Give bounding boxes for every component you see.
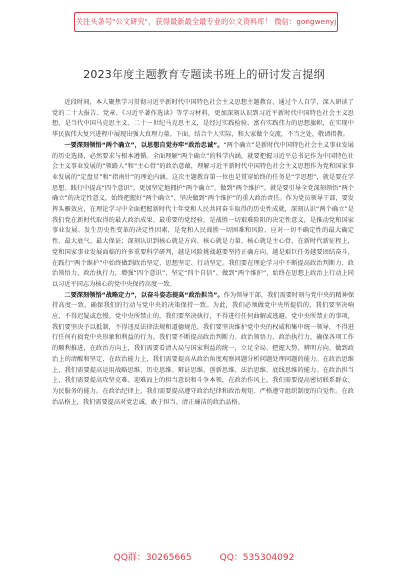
paragraph-text: 近段时间，本人聚焦学习贯彻习近平新时代中国特色社会主义思想主题教育，通过个人自学，深入研读了党的二十大报告、党章、《习近平著作选读》等学习材料，更加深刻认识到习近平新时代中国特色社会主义思想，是当代中国马克思主义、二十一世纪马克思主义，是经过实践检验、富有实践伟力的思想旗帜，在实现中华民族伟大复兴进程中展现出强大真理力量。下面，结合个人实际，和大家做个交流，不当之处，敬请指教。 (52, 99, 354, 139)
footer-qq: QQ：535304092 (219, 553, 295, 563)
page-title: 2023年度主题教育专题读书班上的研讨发言提纲 (83, 68, 325, 81)
footer-contact (0, 550, 408, 563)
paragraph-intro (52, 98, 354, 141)
paragraph-text: “两个确立”是新时代中国特色社会主义事业发展的历史选择，必然要求与根本遵循。全面理解“两个确立”的科学内涵，就要把握习近平总书记作为中国特色社会主义事业发展的“领路人”和“主心骨”的政治意蕴，理解习近平新时代中国特色社会主义思想作为党和国家事业发展的“定盘星”和“指南针”的理论内涵。这次主题教育第一位也是贯穿始终的任务是“学思想”，就是要在学思想、践行中提高“四个意识”，更加坚定地拥护“两个确立”、做到“两个维护”。就是要引导全党深刻领悟“两个确立”的决定性意义，始终把握好“两个确立”、坚决做到“两个维护”的重大政治责任。作为党员领导干部，要发挥头雁效应，在理论学习中全面把握新时代十年党和人民共同奋斗取得的历史性成就，深刻认识“两个确立”是我们党在新时代取得的最大政治成果、最重要的党经验，是战胜一切艰难险阻的决定性意义，是推动党和国家事业发展、发生历史性变革的决定性因素，是党和人民战胜一切困难和风险、应对一切不确定性的最大确定性、最大底气、最大保证；深刻认识到核心就是方向、核心就是力量、核心就是主心骨，在新时代新征程上，党和国家事业发展面临的许多重要科学研判，越是风险挑战越要坚持正确方向、越是艰巨任务越要团结奋斗，在践行“两个维护”中始终做到政治坚定、思想坚定、行动坚定。我们要在理论学习中不断提高政治判断力、政治领悟力、政治执行力，增强“四个意识”、坚定“四个自信”、做到“两个维护”，始终在思想上政治上行动上同以习近平同志为核心的党中央保持高度一致。 (52, 141, 354, 288)
footer-qq-group: QQ群：30265665 (113, 553, 192, 563)
document-body (52, 98, 354, 408)
paragraph-text: 作为领导干部，我们需要时刻与党中央的精神保持高度一致，确保我们的行动与党中央的决策保持一致。为此，我们必须做党中央所提倡的，我们要坚决响应，不得迟疑或怠慢。党中央所禁止的，我们要坚决执行，不得进行任何曲解或逃避。党中央所禁止的事项，我们要坚决予以抵制，不得违反法律法规和道德规范。我们要坚决维护党中央的权威和集中统一领导，不得进行任何有损党中央形象和利益的行为。我们要不断提高政治判断力、政治领悟力、政治执行力，确保各项工作的顺利推进，在政治方向上，我们需要看清大局与国家利益的统一，立足全局、把握大势、辨明方向、做到政治上的清醒和坚定，在政治能力上，我们需要提高从政治角度观察问题分析问题处理问题的能力。在政治思维上，我们需要提高运用战略思维、历史思维、辩证思维、创新思维、法治思维、底线思维的能力。在政治担当上，我们需要提高攻坚克难、迎难而上的担当意识和斗争本领，在政治作风上，我们需要提高密切联系群众、为民服务的能力。在政治纪律上，我们需要提高遵守政治纪律和政治规矩、严格遵守组织制度的自觉性。在政治品格上，我们需要提高对党忠诚、敢于担当、清正廉洁的政治品格。 (52, 291, 355, 406)
paragraph-lead: 二要深刻领悟“战略定力”，以奋斗姿态提高“政治担当”。 (64, 291, 224, 299)
paragraph-lead: 一要深刻领悟“两个确立”，以思想自觉夯牢“政治忠诚”。 (64, 141, 224, 149)
banner-text: 关注头条号"公文研究"，获得最新最全最专业的公文资料库！ 微信：gongwenyj (75, 17, 337, 26)
top-banner (74, 12, 338, 32)
paragraph-point-1 (52, 141, 354, 291)
paragraph-point-2 (52, 291, 354, 409)
